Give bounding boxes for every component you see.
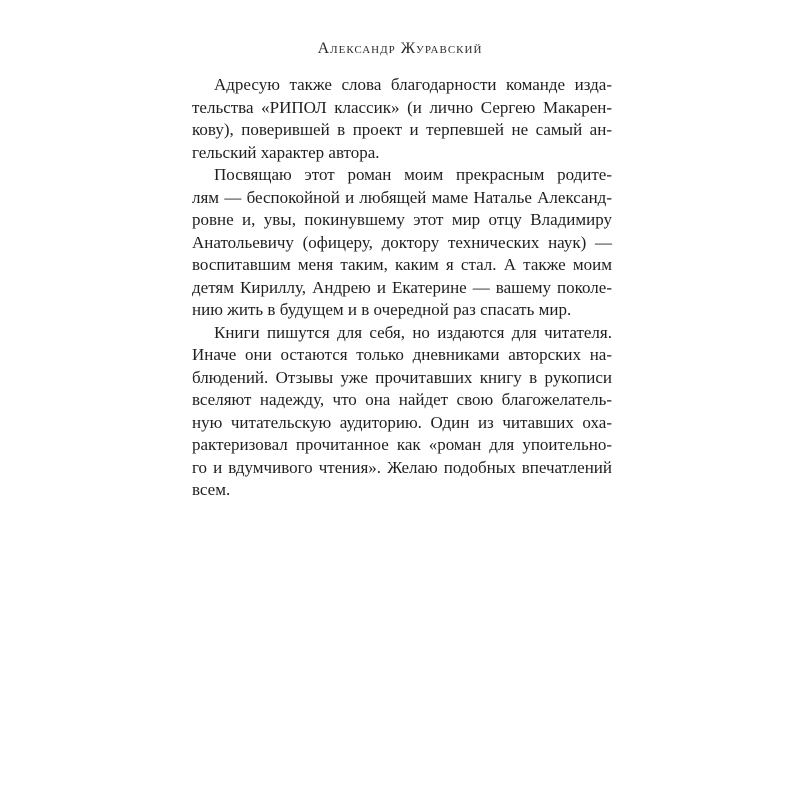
paragraph-acknowledgement: [192, 74, 612, 164]
paragraph-readers: [192, 322, 612, 502]
text-line: го и вдумчивого чтения». Желаю подобных впечатлений: [192, 457, 612, 477]
text-line: тельства «РИПОЛ классик» (и лично Сергею Макарен-: [192, 97, 612, 117]
text-line: гельский характер автора.: [192, 142, 380, 162]
text-line: лям — беспокойной и любящей маме Наталье Александ-: [192, 187, 612, 207]
text-line: блюдений. Отзывы уже прочитавших книгу в рукописи: [192, 367, 612, 387]
text-line: детям Кириллу, Андрею и Екатерине — вашему поколе-: [192, 277, 612, 297]
text-line: Адресую также слова благодарности команде изда-: [214, 75, 612, 94]
text-line: Посвящаю этот роман моим прекрасным родите-: [214, 165, 612, 184]
text-line: ровне и, увы, покинувшему этот мир отцу Владимиру: [192, 210, 612, 229]
body-text: [192, 74, 612, 502]
text-line: Иначе они остаются только дневниками авторских на-: [192, 345, 612, 364]
text-line: Книги пишутся для себя, но издаются для читателя.: [214, 322, 612, 342]
text-line: вселяют надежду, что она найдет свою благожелатель-: [192, 390, 612, 409]
running-head-author: Александр Журавский: [317, 40, 483, 57]
text-line: всем.: [192, 480, 231, 499]
text-line: кову), поверившей в проект и терпевшей не самый ан-: [192, 120, 612, 139]
paragraph-dedication: [192, 164, 612, 322]
text-line: нию жить в будущем и в очередной раз спасать мир.: [192, 300, 572, 319]
text-line: ную читательскую аудиторию. Один из читавших оха-: [192, 412, 612, 432]
text-line: воспитавшим меня таким, каким я стал. А также моим: [192, 255, 612, 274]
text-line: Анатольевичу (офицеру, доктору технических наук) —: [192, 232, 612, 252]
text-line: рактеризовал прочитанное как «роман для упоительно-: [192, 435, 612, 454]
